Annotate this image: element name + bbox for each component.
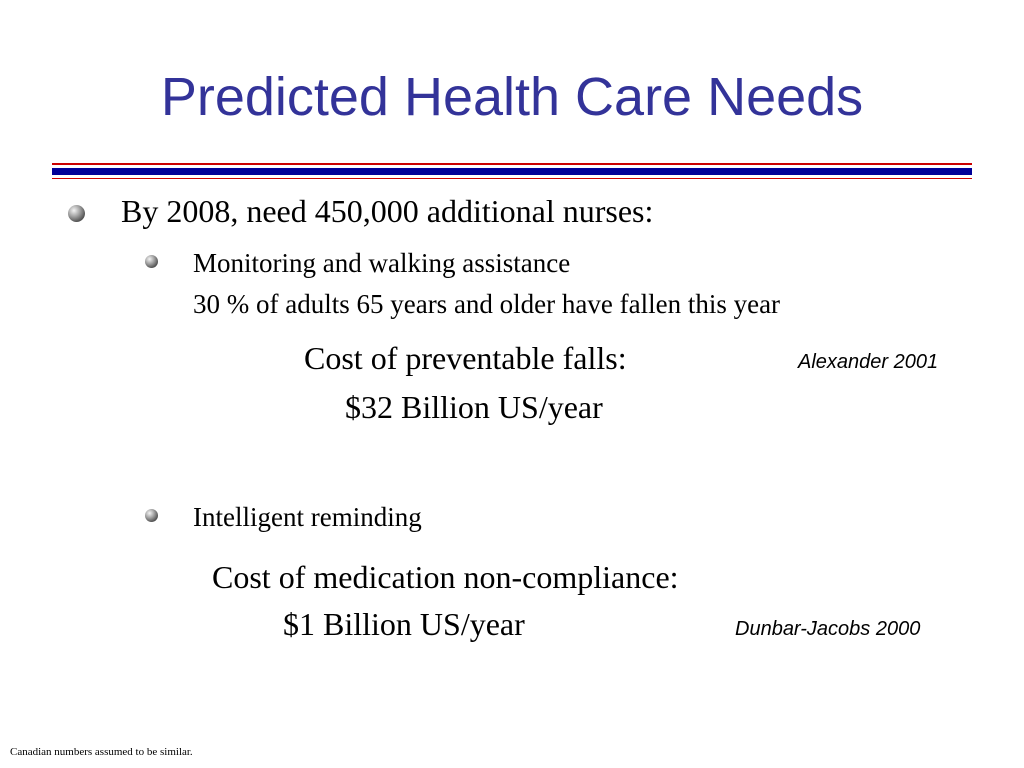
title-rule-red-bottom [52,178,972,179]
medication-cost-value: $1 Billion US/year [283,606,525,642]
falls-cost-value: $32 Billion US/year [345,389,603,425]
main-bullet-text: By 2008, need 450,000 additional nurses: [121,193,654,229]
falls-cost-label: Cost of preventable falls: [304,340,627,376]
sphere-bullet-icon [68,205,85,222]
medication-citation: Dunbar-Jacobs 2000 [735,618,921,640]
title-rule-blue [52,168,972,175]
sub-bullet-monitoring: Monitoring and walking assistance [193,248,571,278]
medication-cost-label: Cost of medication non-compliance: [212,559,679,595]
sub-bullet-reminding: Intelligent reminding [193,502,422,532]
title-rule-red-top [52,163,972,165]
sub-bullet-falls-stat: 30 % of adults 65 years and older have fallen this year [193,289,781,319]
falls-citation: Alexander 2001 [798,351,939,373]
sphere-bullet-icon [145,509,158,522]
sphere-bullet-icon [145,255,158,268]
slide-title: Predicted Health Care Needs [160,67,864,127]
footnote: Canadian numbers assumed to be similar. [10,746,193,758]
